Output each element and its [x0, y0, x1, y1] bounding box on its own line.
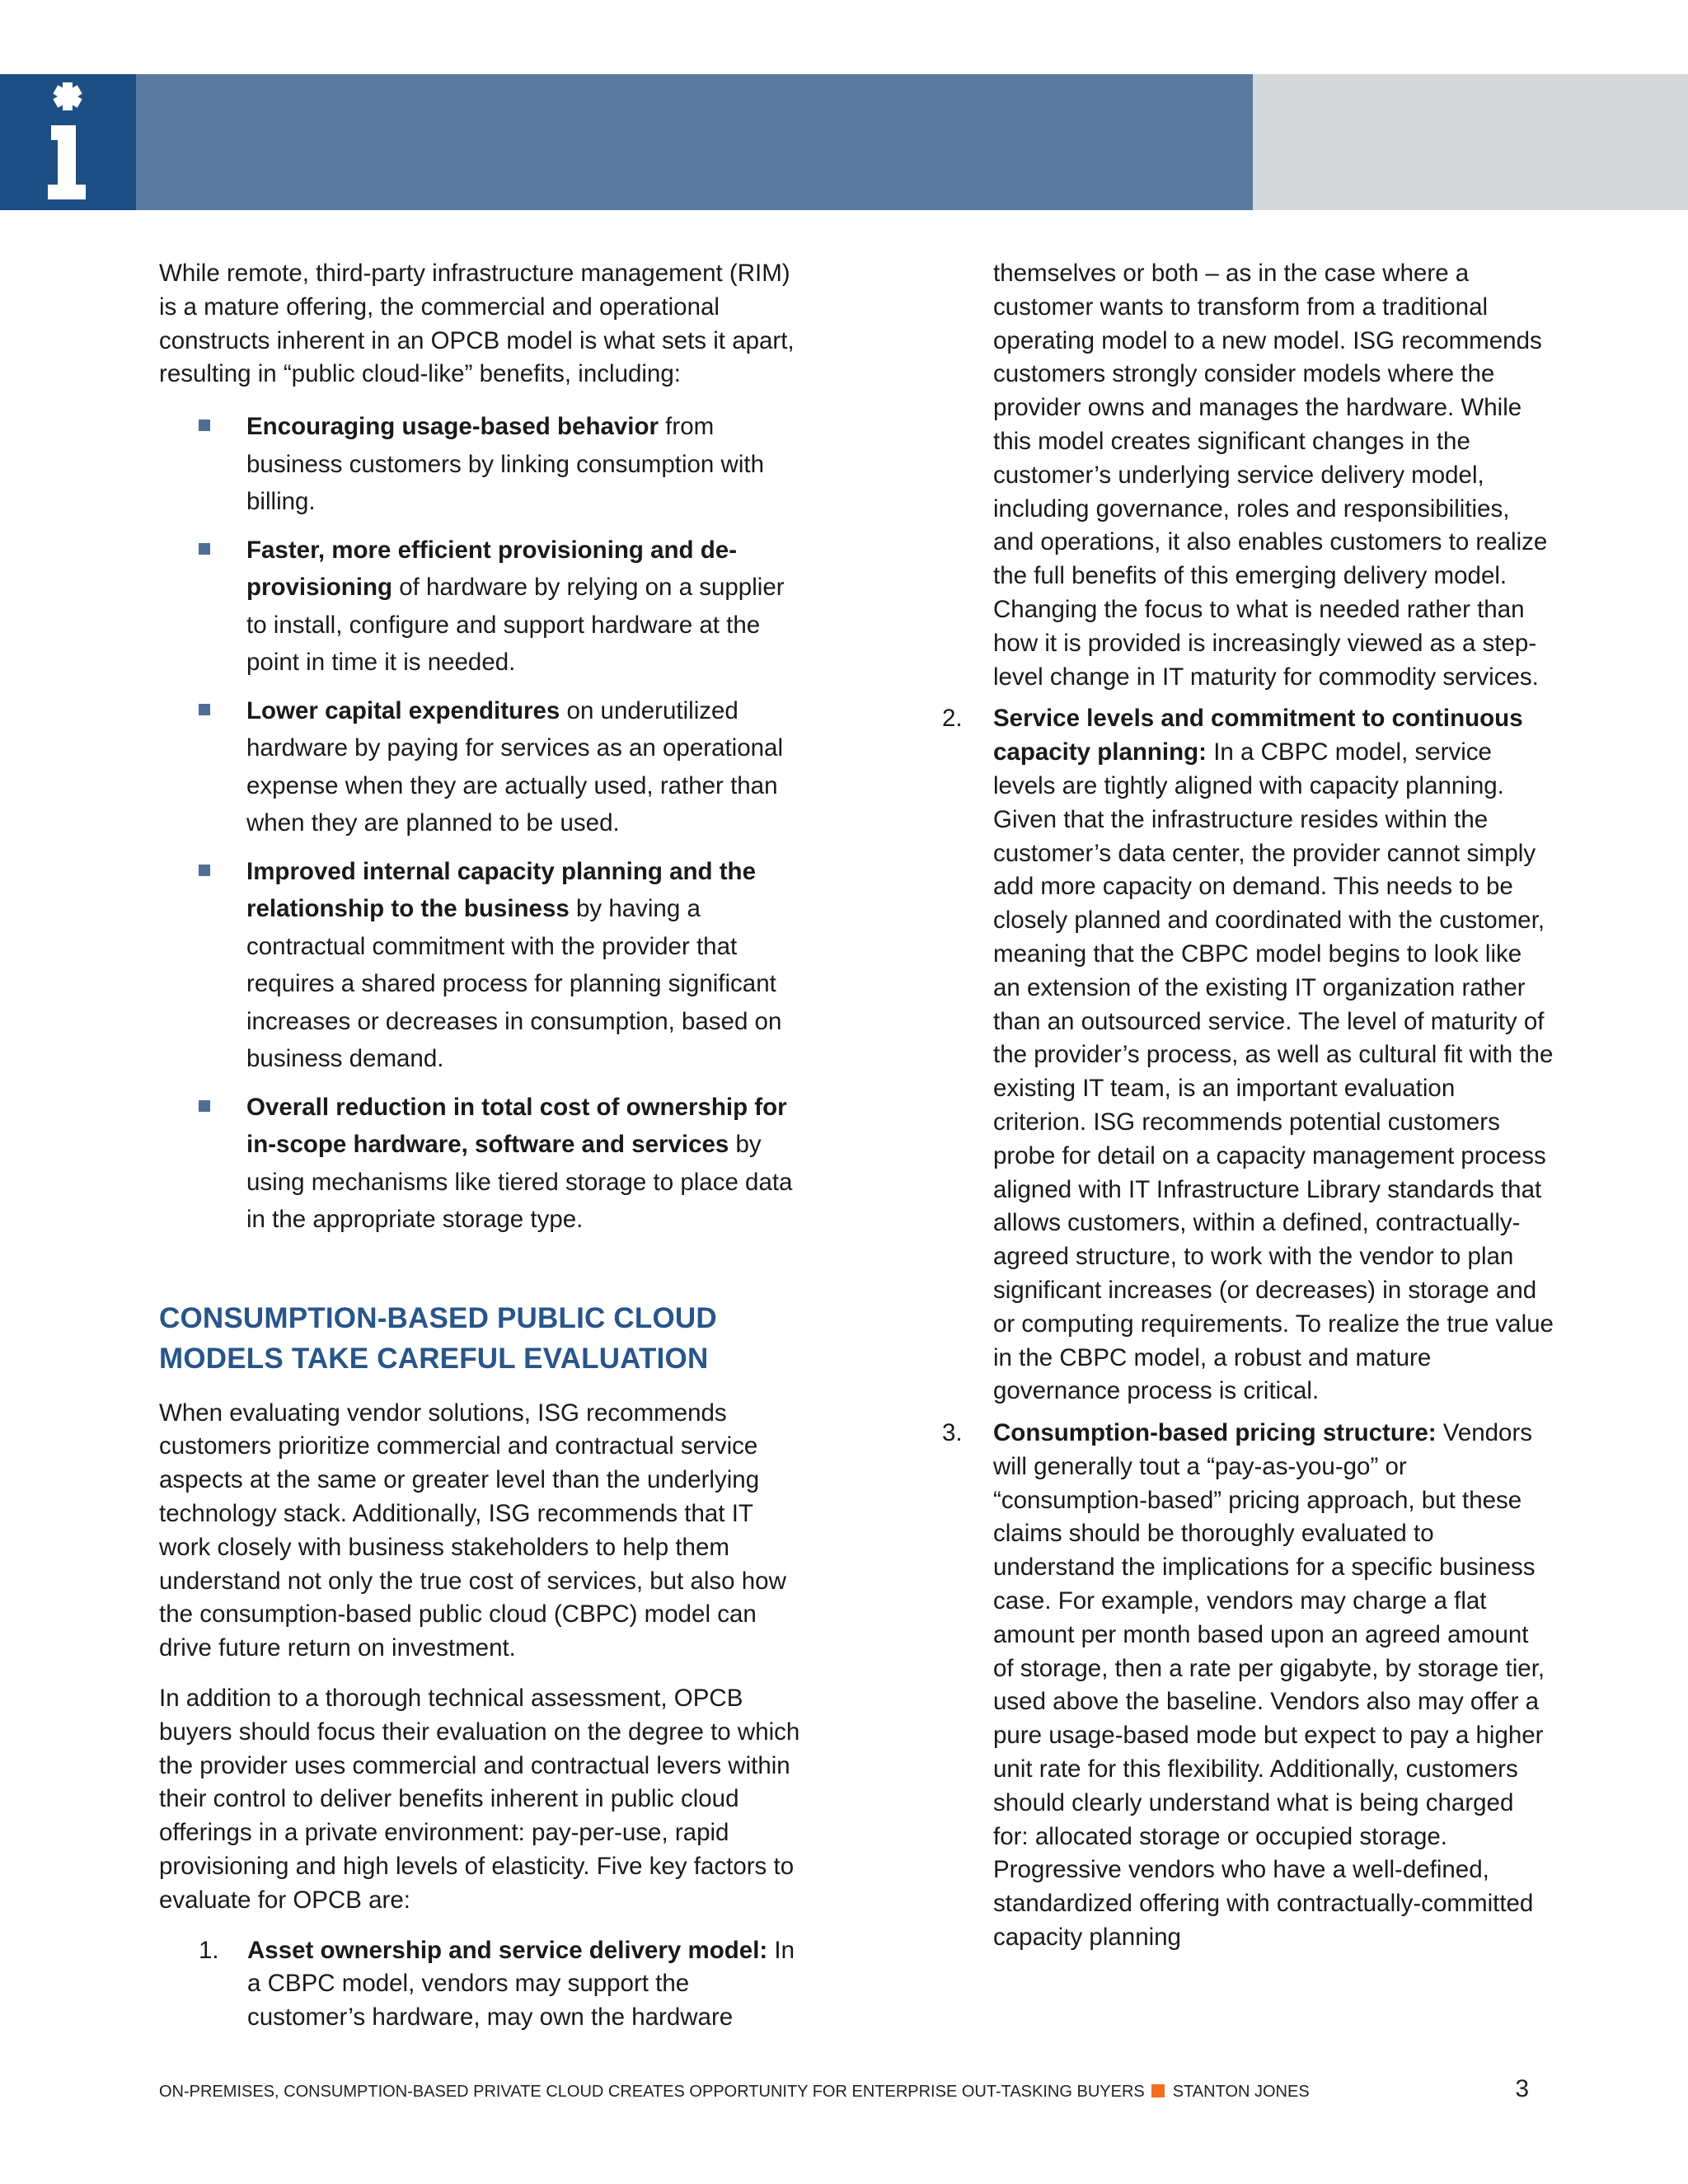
- bullet-lead: Improved internal capacity planning and the relationship to the business: [246, 857, 756, 923]
- bullet-square-icon: [199, 865, 210, 876]
- bullet-square-icon: [199, 419, 210, 431]
- factor-text: In a CBPC model, service levels are tightly aligned with capacity planning. Given that the infrastructure resides within the customer’s data center, the provider cannot simply add more capacity on demand. This needs to be closely planned and coordinated with the customer, meaning that the CBPC model begins to look like an extension of the existing IT organization rather than an outsourced service. The level of maturity of the provider’s process, as well as cultural fit with the existing IT team, is an important evaluation criterion. ISG recommends potential customers probe for detail on a capacity management process aligned with IT Infrastructure Library standards that allows customers, within a defined, contractually-agreed structure, to work with the vendor to plan significant increases (or decreases) in storage and or computing requirements. To realize the true value in the CBPC model, a robust and mature governance process is critical.: [993, 738, 1554, 1405]
- list-number: 3.: [942, 1419, 963, 1447]
- bullet-lead: Lower capital expenditures: [246, 696, 560, 724]
- header-band: [0, 74, 1253, 210]
- footer-title: ON-PREMISES, CONSUMPTION-BASED PRIVATE CLOUD CREATES OPPORTUNITY FOR ENTERPRISE OUT-TASKING BUYERS: [159, 2083, 1145, 2101]
- footer-author: STANTON JONES: [1172, 2083, 1310, 2101]
- left-column: [159, 257, 810, 2035]
- factor-lead: Asset ownership and service delivery model:: [247, 1936, 768, 1964]
- page-number: 3: [1515, 2075, 1529, 2102]
- bullet-text: on underutilized hardware by paying for services as an operational expense when they are actually used, rather than when they are planned to be used.: [246, 696, 784, 837]
- list-number: 1.: [199, 1936, 219, 1964]
- list-item: [942, 702, 1554, 1408]
- factor-lead: Consumption-based pricing structure:: [993, 1419, 1437, 1447]
- list-item: [159, 1089, 810, 1239]
- list-item: [159, 692, 810, 842]
- section-heading: CONSUMPTION-BASED PUBLIC CLOUD MODELS TAKE CAREFUL EVALUATION: [159, 1301, 717, 1375]
- list-item: [942, 1417, 1554, 1955]
- evaluation-paragraph: When evaluating vendor solutions, ISG recommends customers prioritize commercial and contractual service aspects at the same or greater level than the underlying technology stack. Additionally, ISG recommends that IT work closely with business stakeholders to help them understand not only the true cost of services, but also how the consumption-based public cloud (CBPC) model can drive future return on investment.: [159, 1399, 786, 1662]
- list-item: [159, 408, 810, 521]
- list-item: [159, 532, 810, 682]
- assessment-paragraph: In addition to a thorough technical assessment, OPCB buyers should focus their evaluation on the degree to which the provider uses commercial and contractual levers within their control to deliver benefits inherent in public cloud offerings in a private environment: pay-per-use, rapid provisioning and high levels of elasticity. Five key factors to evaluate for OPCB are:: [159, 1685, 800, 1914]
- bullet-square-icon: [199, 1100, 210, 1112]
- page-footer: [159, 2080, 1527, 2103]
- bullet-lead: Overall reduction in total cost of ownership for in-scope hardware, software and services: [246, 1093, 787, 1159]
- list-number: 2.: [942, 705, 963, 733]
- factor-lead: Service levels and commitment to continuous capacity planning:: [993, 705, 1523, 766]
- bullet-lead: Faster, more efficient provisioning and de-provisioning: [246, 536, 738, 602]
- isg-logo: [0, 74, 136, 210]
- asterisk-i-icon: [0, 74, 136, 210]
- bullet-lead: Encouraging usage-based behavior: [246, 413, 659, 441]
- footer-square-icon: [1151, 2084, 1165, 2097]
- intro-paragraph: While remote, third-party infrastructure management (RIM) is a mature offering, the commercial and operational constructs inherent in an OPCB model is what sets it apart, resulting in “public cloud-like” benefits, including:: [159, 260, 795, 388]
- factors-list-continued: [942, 702, 1554, 1954]
- factor-text: In a CBPC model, vendors may support the customer’s hardware, may own the hardware: [247, 1936, 795, 2032]
- bullet-square-icon: [199, 543, 210, 555]
- bullet-square-icon: [199, 704, 210, 715]
- bullet-text: of hardware by relying on a supplier to install, configure and support hardware at the point in time it is needed.: [246, 574, 785, 677]
- bullet-text: by using mechanisms like tiered storage to place data in the appropriate storage type.: [246, 1131, 793, 1234]
- bullet-text: from business customers by linking consumption with billing.: [246, 413, 764, 516]
- factors-list: [159, 1934, 810, 2035]
- bullet-text: by having a contractual commitment with the provider that requires a shared process for planning significant increases or decreases in consumption, based on business demand.: [246, 895, 782, 1073]
- list-item: [159, 1934, 810, 2035]
- benefits-list: [159, 408, 810, 1239]
- factor-text: Vendors will generally tout a “pay-as-you-go” or “consumption-based” pricing approach, but these claims should be thoroughly evaluated to understand the implications for a specific business case. For example, vendors may charge a flat amount per month based upon an agreed amount of storage, then a rate per gigabyte, by storage tier, used above the baseline. Vendors also may offer a pure usage-based mode but expect to pay a higher unit rate for this flexibility. Additionally, customers should clearly understand what is being charged for: allocated storage or occupied storage. Progressive vendors who have a well-defined, standardized offering with contractually-committed capacity planning: [993, 1419, 1545, 1952]
- right-column: [942, 257, 1554, 1963]
- list-item: [159, 853, 810, 1078]
- header-band-right: [1253, 74, 1688, 210]
- factor-1-continuation: themselves or both – as in the case where a customer wants to transform from a traditional operating model to a new model. ISG recommends customers strongly consider models where the provider owns and manages the hardware. While this model creates significant changes in the customer’s underlying service delivery model, including governance, roles and responsibilities, and operations, it also enables customers to realize the full benefits of this emerging delivery model. Changing the focus to what is needed rather than how it is provided is increasingly viewed as a step-level change in IT maturity for commodity services.: [993, 260, 1548, 691]
